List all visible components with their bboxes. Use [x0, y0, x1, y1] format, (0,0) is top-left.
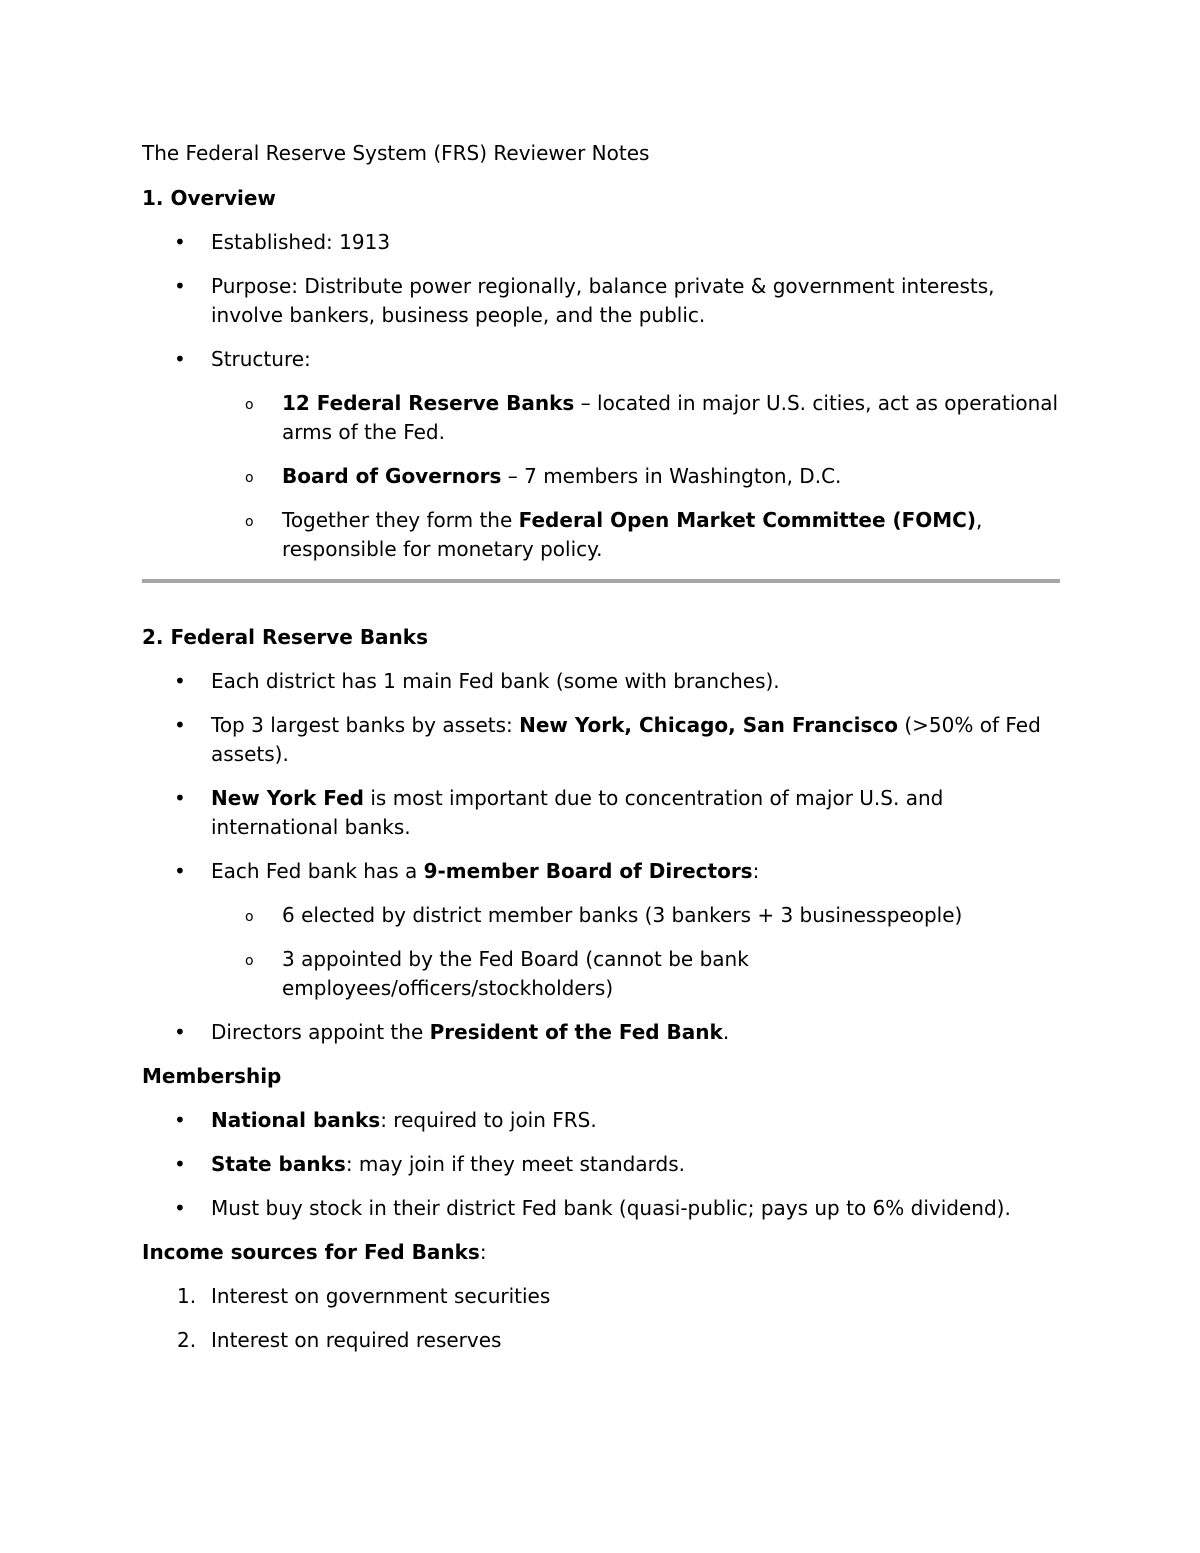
- frb-term: 12 Federal Reserve Banks: [282, 391, 575, 415]
- list-item: [142, 784, 1060, 842]
- bog-term: Board of Governors: [282, 464, 502, 488]
- national-desc: : required to join FRS.: [380, 1108, 597, 1132]
- item-text: Interest on government securities: [211, 1284, 551, 1308]
- top3-rest: (>50% of Fed assets).: [211, 713, 1041, 766]
- overview-list: [142, 228, 1060, 564]
- stock-text: Must buy stock in their district Fed bank (quasi-public; pays up to 6% dividend).: [211, 1196, 1011, 1220]
- purpose-text: Purpose: Distribute power regionally, balance private & government interests, involve bankers, business people, and the public.: [211, 274, 995, 327]
- list-item: [142, 711, 1060, 769]
- president-pre: Directors appoint the: [211, 1020, 430, 1044]
- board-term: 9-member Board of Directors: [423, 859, 753, 883]
- list-item: [142, 1326, 1060, 1355]
- list-item: [142, 857, 1060, 1003]
- list-item: [142, 1106, 1060, 1135]
- list-item: [142, 1150, 1060, 1179]
- elected-text: 6 elected by district member banks (3 bankers + 3 businesspeople): [282, 903, 963, 927]
- sub-list-item: [211, 506, 1060, 564]
- list-item: [142, 667, 1060, 696]
- membership-heading: Membership: [142, 1064, 282, 1088]
- national-term: National banks: [211, 1108, 381, 1132]
- state-desc: : may join if they meet standards.: [345, 1152, 685, 1176]
- nyfed-term: New York Fed: [211, 786, 364, 810]
- district-text: Each district has 1 main Fed bank (some with branches).: [211, 669, 780, 693]
- structure-sublist: [211, 389, 1060, 564]
- fomc-pre: Together they form the: [282, 508, 519, 532]
- document-title: The Federal Reserve System (FRS) Reviewer Notes: [142, 141, 650, 165]
- frb-desc: – located in major U.S. cities, act as operational arms of the Fed.: [282, 391, 1059, 444]
- document-page: [142, 139, 1060, 1370]
- board-rest: :: [752, 859, 760, 883]
- item-number: 2.: [177, 1328, 197, 1352]
- list-item: [142, 1282, 1060, 1311]
- top3-pre: Top 3 largest banks by assets:: [211, 713, 520, 737]
- banks-list: [142, 667, 1060, 1047]
- established-text: Established: 1913: [211, 230, 391, 254]
- fomc-term: Federal Open Market Committee (FOMC): [518, 508, 977, 532]
- sub-list-item: [211, 462, 1060, 491]
- item-text: Interest on required reserves: [211, 1328, 502, 1352]
- president-term: President of the Fed Bank: [429, 1020, 723, 1044]
- fomc-desc: , responsible for monetary policy.: [282, 508, 983, 561]
- section-divider: [142, 579, 1060, 583]
- overview-heading: 1. Overview: [142, 186, 276, 210]
- list-item: [142, 1018, 1060, 1047]
- list-item: [142, 228, 1060, 257]
- president-rest: .: [722, 1020, 730, 1044]
- list-item: [142, 1194, 1060, 1223]
- state-term: State banks: [211, 1152, 346, 1176]
- income-heading-colon: :: [479, 1240, 487, 1264]
- list-item: [142, 345, 1060, 564]
- bog-desc: – 7 members in Washington, D.C.: [501, 464, 842, 488]
- membership-list: [142, 1106, 1060, 1223]
- income-heading: [142, 1238, 1060, 1267]
- sub-list-item: [211, 945, 1060, 1003]
- sub-list-item: [211, 389, 1060, 447]
- income-list: [142, 1282, 1060, 1355]
- board-pre: Each Fed bank has a: [211, 859, 424, 883]
- banks-heading: 2. Federal Reserve Banks: [142, 625, 428, 649]
- item-number: 1.: [177, 1284, 197, 1308]
- list-item: [142, 272, 1060, 330]
- appointed-text: 3 appointed by the Fed Board (cannot be bank employees/officers/stockholders): [282, 947, 749, 1000]
- sub-list-item: [211, 901, 1060, 930]
- nyfed-desc: is most important due to concentration of major U.S. and international banks.: [211, 786, 944, 839]
- board-sublist: [211, 901, 1060, 1003]
- income-heading-text: Income sources for Fed Banks: [142, 1240, 480, 1264]
- structure-label: Structure:: [211, 347, 311, 371]
- top3-banks: New York, Chicago, San Francisco: [519, 713, 899, 737]
